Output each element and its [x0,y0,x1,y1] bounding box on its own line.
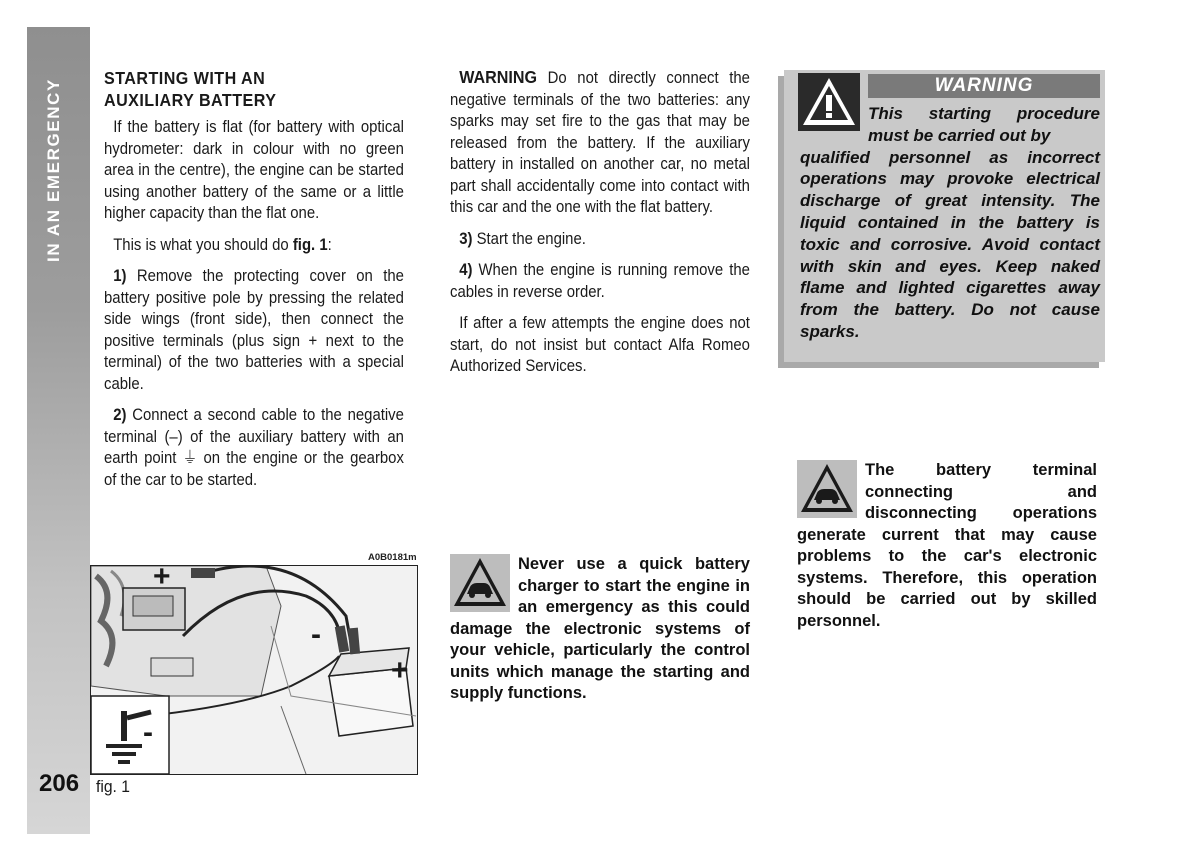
warning-title: WARNING [868,74,1100,98]
step-number: 2) [113,406,127,424]
instruction-end: : [327,235,332,254]
warning-text: Do not directly connect the negative terminals of the two batteries: any sparks may set fire to the gas that may be released from the battery. If the auxiliary battery in installed on another car, no metal part shall accidentally come into contact with this car and the one with the flat battery. [450,69,750,216]
warning-label: WARNING [459,67,538,87]
minus-sign-label: - [311,618,321,651]
figure-code: A0B0181m [368,552,417,563]
step-text: Connect a second cable to the negative terminal (–) of the auxiliary battery with an earth point ⏚ on the engine or the gearbox of the car to be started. [104,406,404,489]
section-label: IN AN EMERGENCY [44,78,63,262]
plus-sign-label: + [153,565,171,593]
instruction-text: This is what you should do [113,235,293,254]
plus-sign-label: + [391,654,409,687]
column-middle [450,67,750,388]
heading-line-1: STARTING WITH AN [104,68,266,88]
car-caution-icon [797,460,857,518]
car-caution-icon [450,554,510,612]
warning-box [784,70,1105,362]
step-text: Remove the protecting cover on the battery positive pole by pressing the related side wings (front side), then connect the positive terminals (plus sign + next to the terminal) of the two batteries with a special cable. [104,267,404,393]
battery-jumper-illustration [90,565,418,775]
intro-paragraph: If the battery is flat (for battery with optical hydrometer: dark in colour with no green area in the centre), the engine can be started using another battery of the same or a little higher capacity than the flat one. [104,118,404,222]
caution-text: The battery terminal connecting and disconnecting operations generate current that may cause problems to the car's electronic systems. Therefore, this operation should be carried out by skilled personnel. [797,461,1097,630]
warning-body-indented: This starting procedure must be carried out by [868,104,1100,145]
step-3 [450,229,750,251]
warning-body-rest: qualified personnel as incorrect operations may provoke electrical discharge of great intensity. The liquid contained in the battery is toxic and corrosive. Avoid contact with skin and eyes. Keep naked flame and lighted cigarettes away from the battery. Do not cause sparks. [800,147,1100,341]
figure-caption: fig. 1 [96,777,130,796]
section-heading [104,67,404,111]
warning-paragraph [450,67,750,219]
heading-line-2: AUXILIARY BATTERY [104,90,277,110]
step-text: When the engine is running remove the cables in reverse order. [450,261,750,301]
step-1 [104,266,404,395]
caution-text: Never use a quick battery charger to start the engine in an emergency as this could damage the electronic systems of your vehicle, particularly the control units which manage the starting and supply functions. [450,555,750,702]
figure-reference: fig. 1 [292,235,328,254]
step-number: 1) [113,267,127,285]
step-4 [450,260,750,303]
step-number: 3) [459,229,473,248]
closing-paragraph: If after a few attempts the engine does not start, do not insist but contact Alfa Romeo Authorized Services. [450,314,750,375]
step-text: Start the engine. [472,229,586,248]
step-2 [104,405,404,491]
warning-body [800,103,1100,343]
minus-sign-label: - [143,716,153,749]
caution-note-charger [450,554,750,705]
step-number: 4) [459,261,473,279]
instruction-paragraph [104,235,404,257]
page-number: 206 [39,770,80,797]
caution-note-terminals [797,460,1097,632]
column-left [104,67,404,501]
